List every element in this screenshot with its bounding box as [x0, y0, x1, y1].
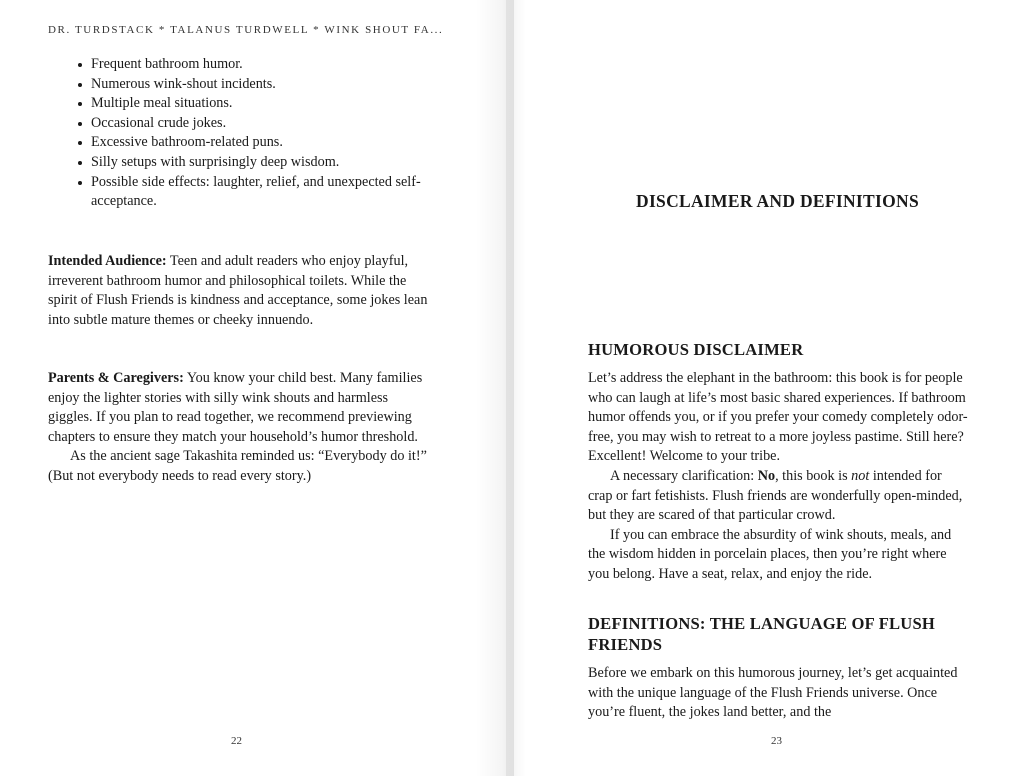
left-page: [0, 0, 506, 776]
running-head: DR. TURDSTACK * TALANUS TURDWELL * WINK SHOUT FA...: [48, 24, 444, 36]
clarification-mid: , this book is: [775, 467, 852, 484]
parents-paragraph: [48, 369, 428, 447]
parents-label: Parents & Caregivers:: [48, 370, 184, 386]
definitions-paragraph-1: Before we embark on this humorous journey, let’s get acquainted with the unique language of the Flush Friends universe. Once you’re fluent, the jokes land better, and the: [588, 665, 958, 721]
intended-audience-text: Teen and adult readers who enjoy playful, irreverent bathroom humor and philosophical toilets. While the spirit of Flush Friends is kindness and acceptance, some jokes lean into subtle mature themes or cheeky innuendo.: [48, 253, 428, 328]
disclaimer-paragraph-3: If you can embrace the absurdity of wink shouts, meals, and the wisdom hidden in porcelain places, then you’re right where you belong. Have a seat, relax, and enjoy the ride.: [588, 526, 952, 582]
list-item: Multiple meal situations.: [91, 94, 471, 114]
list-item: Silly setups with surprisingly deep wisdom.: [91, 153, 471, 173]
chapter-title: DISCLAIMER AND DEFINITIONS: [636, 191, 919, 211]
parents-section: [48, 369, 428, 487]
section-heading-disclaimer: HUMOROUS DISCLAIMER: [588, 340, 804, 359]
parents-text: You know your child best. Many families enjoy the lighter stories with silly wink shouts and harmless giggles. If you plan to read together, we recommend previewing chapters to ensure they match your household’s humor threshold.: [48, 370, 423, 445]
list-item: Possible side effects: laughter, relief, and unexpected self-acceptance.: [91, 173, 471, 212]
right-page: [506, 0, 1024, 776]
clarification-start: A necessary clarification:: [610, 467, 758, 484]
content-warning-list: [48, 55, 471, 212]
page-number-right: 23: [771, 735, 782, 747]
disclaimer-body: [588, 369, 968, 585]
list-item: Occasional crude jokes.: [91, 114, 471, 134]
sage-quote-paragraph: As the ancient sage Takashita reminded us: “Everybody do it!” (But not everybody needs to read every story.): [48, 448, 427, 484]
intended-audience-paragraph: [48, 252, 428, 330]
page-number-left: 22: [231, 735, 242, 747]
disclaimer-paragraph-1: Let’s address the elephant in the bathroom: this book is for people who can laugh at life’s most basic shared experiences. If bathroom humor offends you, or if you prefer your comedy completely odor-free, you may wish to retreat to a more joyless pastime. Still here? Excellent! Welcome to your tribe.: [588, 370, 968, 465]
section-heading-definitions: DEFINITIONS: THE LANGUAGE OF FLUSH FRIENDS: [588, 614, 936, 654]
intended-audience-label: Intended Audience:: [48, 253, 167, 269]
clarification-no: No: [757, 467, 776, 484]
list-item: Numerous wink-shout incidents.: [91, 75, 471, 95]
list-item: Excessive bathroom-related puns.: [91, 133, 471, 153]
disclaimer-paragraph-2: [588, 467, 968, 526]
clarification-not: not: [851, 467, 870, 484]
clarification-end: intended for crap or fart fetishists. Flush friends are wonderfully open-minded, but they are scared of that particular crowd.: [588, 467, 963, 524]
list-item: Frequent bathroom humor.: [91, 55, 471, 75]
